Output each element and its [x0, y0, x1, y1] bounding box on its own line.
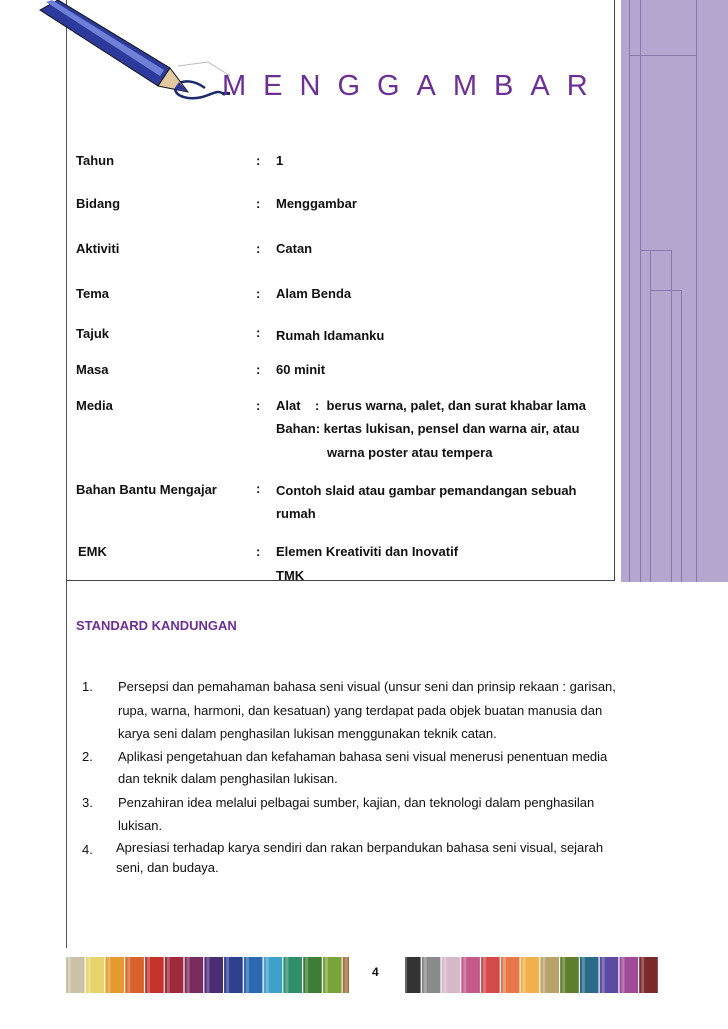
value-emk: Elemen Kreativiti dan Inovatif	[276, 544, 459, 559]
list-number: 1.	[82, 679, 93, 694]
pencil-highlight	[325, 957, 328, 993]
value-tajuk: Rumah Idamanku	[276, 328, 385, 343]
pencil-highlight	[246, 957, 249, 993]
value-bahan-bantu-cont: rumah	[276, 506, 316, 521]
list-item-line: rupa, warna, harmoni, dan kesatuan) yang terdapat pada objek buatan manusia dan	[118, 703, 603, 718]
frame-divider	[66, 580, 615, 581]
pencil-highlight	[483, 957, 486, 993]
list-item-line: Penzahiran idea melalui pelbagai sumber, kajian, dan teknologi dalam penghasilan	[118, 795, 595, 810]
pencil-highlight	[444, 957, 447, 993]
pencil-highlight	[542, 957, 545, 993]
colon: :	[256, 241, 261, 256]
decorative-line	[650, 290, 681, 291]
list-item-line: lukisan.	[118, 818, 163, 833]
pencil-highlight	[602, 957, 605, 993]
colon: :	[256, 325, 261, 340]
value-masa: 60 minit	[276, 362, 326, 377]
frame-right-border	[614, 0, 615, 581]
pencil-highlight	[345, 957, 348, 993]
label-aktiviti: Aktiviti	[76, 241, 120, 256]
pencil-highlight	[523, 957, 526, 993]
colon: :	[256, 286, 261, 301]
value-media-bahan-cont: warna poster atau tempera	[327, 445, 493, 460]
decorative-line	[640, 0, 641, 582]
label-tahun: Tahun	[76, 153, 115, 168]
list-item-line: dan teknik dalam penghasilan lukisan.	[118, 771, 338, 786]
colon: :	[256, 196, 261, 211]
frame-left-border	[66, 0, 67, 948]
pencil-highlight	[463, 957, 466, 993]
value-media-bahan: Bahan: kertas lukisan, pensel dan warna air, atau	[276, 421, 580, 436]
decorative-line	[640, 250, 671, 251]
page-title: MENGGAMBAR	[222, 70, 605, 102]
colon: :	[256, 153, 261, 168]
list-number: 3.	[82, 795, 93, 810]
decorative-line	[629, 55, 696, 56]
pencil-illustration	[30, 0, 230, 105]
value-aktiviti: Catan	[276, 241, 313, 256]
label-media: Media	[76, 398, 113, 413]
pencil-highlight	[424, 957, 427, 993]
pencil-highlight	[285, 957, 288, 993]
page-number: 4	[372, 965, 379, 979]
decorative-side-strip	[621, 0, 728, 582]
pencil-highlight	[88, 957, 91, 993]
pencil-highlight	[562, 957, 565, 993]
colon: :	[256, 481, 261, 496]
list-item-line: Apresiasi terhadap karya sendiri dan rakan berpandukan bahasa seni visual, sejarah	[116, 840, 604, 855]
list-item-line: Aplikasi pengetahuan dan kefahaman bahasa seni visual menerusi penentuan media	[118, 749, 608, 764]
list-item-line: karya seni dalam penghasilan lukisan menggunakan teknik catan.	[118, 726, 497, 741]
value-bahan-bantu: Contoh slaid atau gambar pemandangan sebuah	[276, 483, 577, 498]
value-bidang: Menggambar	[276, 196, 357, 211]
pencil-highlight	[582, 957, 585, 993]
pencil-highlight	[305, 957, 308, 993]
pencil-highlight	[206, 957, 209, 993]
colon: :	[256, 362, 261, 377]
label-masa: Masa	[76, 362, 109, 377]
value-media-alat: Alat : berus warna, palet, dan surat khabar lama	[276, 398, 586, 413]
pencil-highlight	[641, 957, 644, 993]
value-tema: Alam Benda	[276, 286, 352, 301]
list-number: 4.	[82, 842, 93, 857]
pencil-highlight	[147, 957, 150, 993]
pencil-highlight	[266, 957, 269, 993]
label-tajuk: Tajuk	[76, 326, 109, 341]
pencil-highlight	[108, 957, 111, 993]
pencil-highlight	[167, 957, 170, 993]
label-bahan-bantu: Bahan Bantu Mengajar	[76, 482, 217, 497]
pencil-highlight	[127, 957, 130, 993]
value-emk-cont: TMK	[276, 568, 305, 583]
section-heading: STANDARD KANDUNGAN	[76, 618, 237, 633]
decorative-line	[671, 250, 672, 582]
pencil-highlight	[226, 957, 229, 993]
decorative-line	[629, 0, 630, 582]
pencil-highlight	[503, 957, 506, 993]
list-item-line: seni, dan budaya.	[116, 860, 219, 875]
value-tahun: 1	[276, 153, 284, 168]
label-emk: EMK	[78, 544, 107, 559]
pencil-highlight	[187, 957, 190, 993]
colon: :	[256, 398, 261, 413]
pencil-highlight	[622, 957, 625, 993]
decorative-line	[681, 290, 682, 582]
decorative-line	[650, 250, 651, 582]
list-number: 2.	[82, 749, 93, 764]
pencil-highlight	[68, 957, 71, 993]
colored-pencils-footer	[66, 957, 659, 993]
label-bidang: Bidang	[76, 196, 121, 211]
colon: :	[256, 544, 261, 559]
label-tema: Tema	[76, 286, 109, 301]
list-item-line: Persepsi dan pemahaman bahasa seni visual (unsur seni dan prinsip rekaan : garisan,	[118, 679, 616, 694]
decorative-line	[696, 0, 697, 582]
